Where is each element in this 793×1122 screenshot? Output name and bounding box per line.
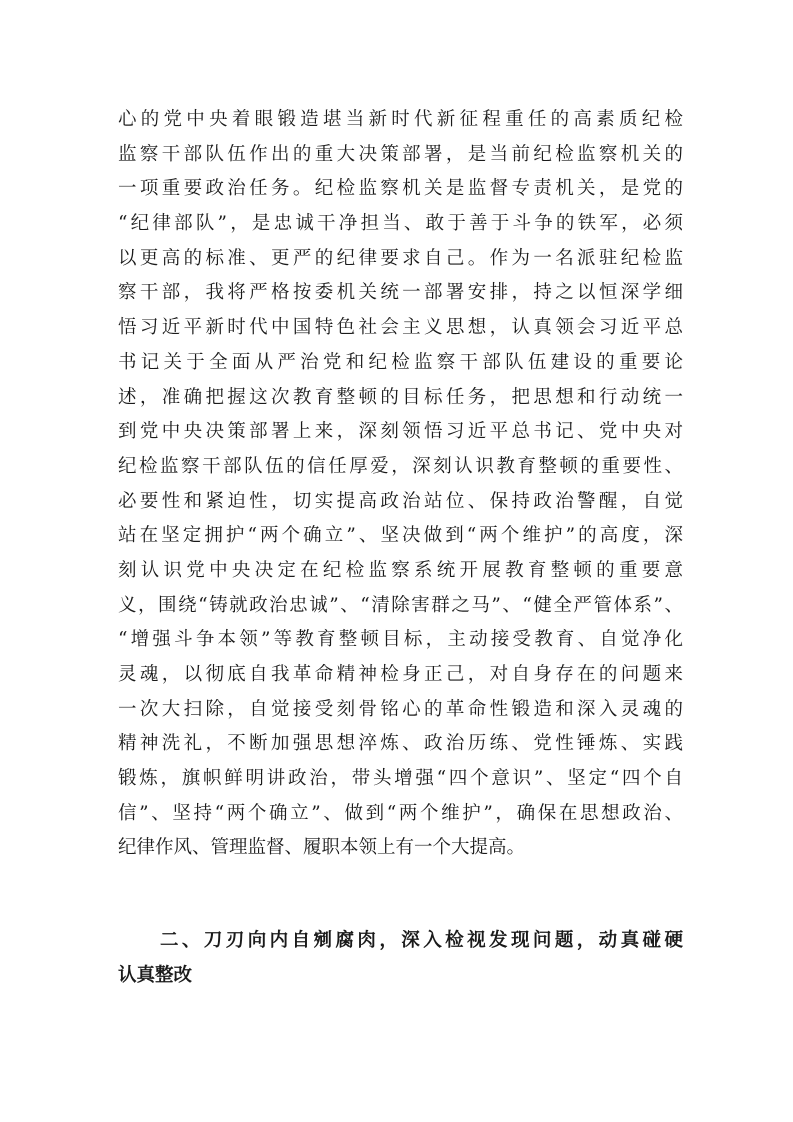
paragraph-line: 以更高的标准、更严的纪律要求自己。作为一名派驻纪检监 bbox=[118, 247, 683, 269]
paragraph-line: 述，准确把握这次教育整顿的目标任务，把思想和行动统一 bbox=[118, 386, 683, 408]
paragraph-line: 心的党中央着眼锻造堪当新时代新征程重任的高素质纪检 bbox=[118, 109, 683, 130]
paragraph-line: 监察干部队伍作出的重大决策部署，是当前纪检监察机关的 bbox=[118, 143, 683, 165]
paragraph-line: “增强斗争本领”等教育整顿目标，主动接受教育、自觉净化 bbox=[118, 629, 683, 651]
paragraph-line: 纪律作风、管理监督、履职本领上有一个大提高。 bbox=[118, 837, 526, 859]
paragraph-line: 一项重要政治任务。纪检监察机关是监督专责机关，是党的 bbox=[118, 178, 683, 200]
section-heading-line: 二、刀刃向内自剜腐肉，深入检视发现问题，动真碰硬 bbox=[160, 930, 683, 951]
section-heading-line: 认真整改 bbox=[118, 964, 193, 986]
paragraph-line: 悟习近平新时代中国特色社会主义思想，认真领会习近平总 bbox=[118, 317, 683, 339]
paragraph-line: 察干部，我将严格按委机关统一部署安排，持之以恒深学细 bbox=[118, 282, 683, 304]
paragraph-line: “纪律部队”，是忠诚干净担当、敢于善于斗争的铁军，必须 bbox=[118, 213, 683, 235]
paragraph-line: 必要性和紧迫性，切实提高政治站位、保持政治警醒，自觉 bbox=[118, 490, 683, 512]
paragraph-line: 书记关于全面从严治党和纪检监察干部队伍建设的重要论 bbox=[118, 351, 683, 373]
paragraph-line: 精神洗礼，不断加强思想淬炼、政治历练、党性锤炼、实践 bbox=[118, 733, 683, 755]
paragraph-line: 纪检监察干部队伍的信任厚爱，深刻认识教育整顿的重要性、 bbox=[118, 455, 683, 477]
paragraph-line: 刻认识党中央决定在纪检监察系统开展教育整顿的重要意 bbox=[118, 559, 683, 581]
section-heading bbox=[118, 924, 683, 993]
body-paragraph bbox=[118, 103, 683, 866]
paragraph-line: 锻炼，旗帜鲜明讲政治，带头增强“四个意识”、坚定“四个自 bbox=[118, 768, 683, 790]
paragraph-line: 到党中央决策部署上来，深刻领悟习近平总书记、党中央对 bbox=[118, 421, 683, 443]
paragraph-line: 一次大扫除，自觉接受刻骨铭心的革命性锻造和深入灵魂的 bbox=[118, 698, 683, 720]
paragraph-line: 信”、坚持“两个确立”、做到“两个维护”，确保在思想政治、 bbox=[118, 802, 683, 824]
paragraph-line: 义，围绕“铸就政治忠诚”、“清除害群之马”、“健全严管体系”、 bbox=[118, 594, 683, 616]
paragraph-line: 灵魂，以彻底自我革命精神检身正己，对自身存在的问题来 bbox=[118, 664, 683, 685]
paragraph-line: 站在坚定拥护“两个确立”、坚决做到“两个维护”的高度，深 bbox=[118, 525, 683, 547]
